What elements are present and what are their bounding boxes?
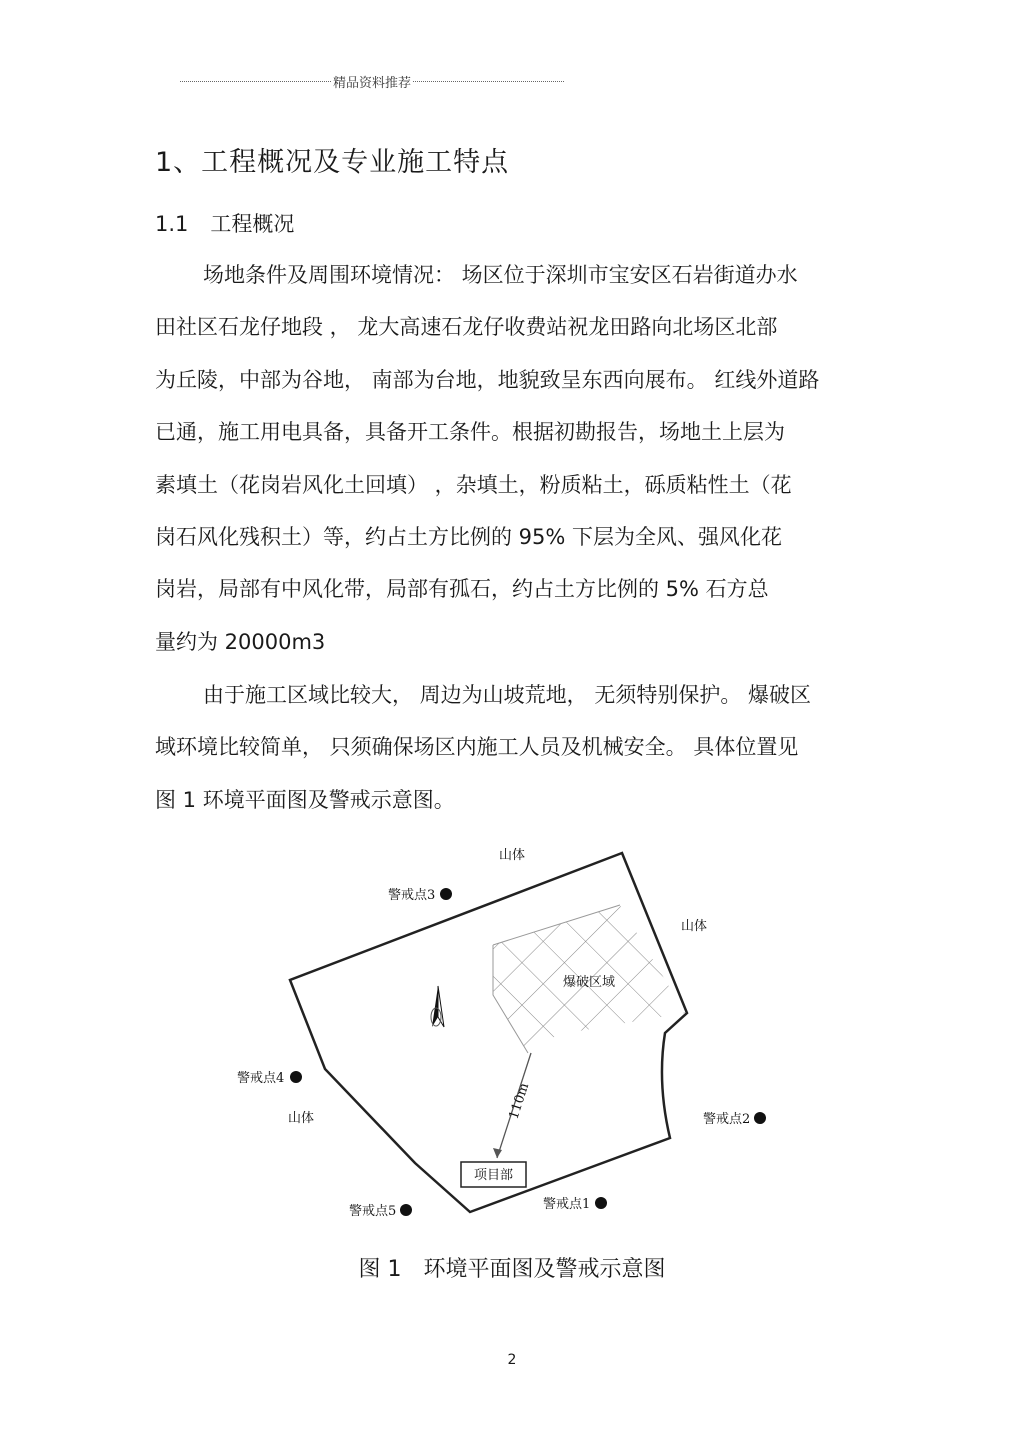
- page-number: 2: [507, 1352, 517, 1368]
- paragraph-line: 场地条件及周围环境情况： 场区位于深圳市宝安区石岩街道办水: [203, 263, 798, 287]
- figure-caption: [0, 1252, 1024, 1283]
- guard-point-5-label: 警戒点5: [349, 1204, 397, 1219]
- paragraph-line: 岗石风化残积土）等，约占土方比例的 95% 下层为全风、强风化花: [155, 525, 783, 550]
- paragraph-environment: [155, 669, 875, 826]
- figure-caption-text: 环境平面图及警戒示意图: [423, 1257, 666, 1282]
- mountain-label-top: 山体: [499, 848, 526, 863]
- header-text: 精品资料推荐: [333, 76, 412, 91]
- guard-point-1-label: 警戒点1: [543, 1197, 591, 1212]
- distance-label: 110m: [506, 1081, 533, 1122]
- guard-point-1: [543, 1196, 607, 1212]
- figure-number: 图 1: [358, 1257, 402, 1282]
- paragraph-site-conditions: [155, 249, 875, 668]
- section-title: 1、工程概况及专业施工特点: [155, 147, 510, 178]
- subsection-heading: [155, 208, 294, 238]
- guard-point-2-label: 警戒点2: [703, 1112, 751, 1127]
- mountain-label-left: 山体: [288, 1111, 315, 1126]
- north-arrow-icon: [431, 986, 444, 1027]
- paragraph-line: 由于施工区域比较大， 周边为山坡荒地， 无须特别保护。 爆破区: [203, 683, 812, 707]
- mountain-label-right: 山体: [681, 919, 708, 934]
- blast-zone-label: 爆破区域: [563, 975, 616, 990]
- paragraph-line: 量约为 20000m3: [155, 629, 326, 654]
- guard-point-3-label: 警戒点3: [388, 888, 436, 903]
- guard-point-5: [349, 1203, 412, 1219]
- guard-point-4-marker: [290, 1071, 302, 1083]
- guard-point-3: [388, 887, 452, 903]
- paragraph-line: 已通，施工用电具备，具备开工条件。根据初勘报告，场地土上层为: [155, 420, 785, 445]
- paragraph-line: 素填土（花岗岩风化土回填） ，杂填土，粉质粘土，砾质粘性土（花: [155, 472, 792, 497]
- paragraph-line: 域环境比较简单， 只须确保场区内施工人员及机械安全。 具体位置见: [155, 735, 799, 760]
- subsection-number: 1.1: [155, 212, 189, 236]
- guard-point-2: [703, 1111, 766, 1127]
- site-plan-svg: [225, 835, 785, 1245]
- site-plan-figure: [225, 835, 785, 1245]
- header-rule-right: [413, 81, 564, 82]
- guard-point-5-marker: [400, 1204, 412, 1216]
- guard-point-2-marker: [754, 1112, 766, 1124]
- site-boundary: [290, 853, 687, 1212]
- header-rule-left: [180, 81, 331, 82]
- guard-point-1-marker: [595, 1197, 607, 1209]
- paragraph-line: 岗岩，局部有中风化带，局部有孤石，约占土方比例的 5% 石方总: [155, 577, 769, 602]
- project-office-label: 项目部: [474, 1168, 514, 1183]
- guard-point-4: [237, 1070, 302, 1086]
- paragraph-line: 田社区石龙仔地段 ， 龙大高速石龙仔收费站祝龙田路向北场区北部: [155, 315, 778, 340]
- paragraph-line: 为丘陵，中部为谷地， 南部为台地，地貌致呈东西向展布。 红线外道路: [155, 367, 820, 392]
- distance-arrowhead: [493, 1148, 502, 1158]
- page-header: [180, 72, 564, 91]
- guard-point-4-label: 警戒点4: [237, 1071, 285, 1086]
- subsection-title: 工程概况: [210, 212, 295, 236]
- guard-point-3-marker: [440, 888, 452, 900]
- paragraph-line: 图 1 环境平面图及警戒示意图。: [155, 787, 455, 812]
